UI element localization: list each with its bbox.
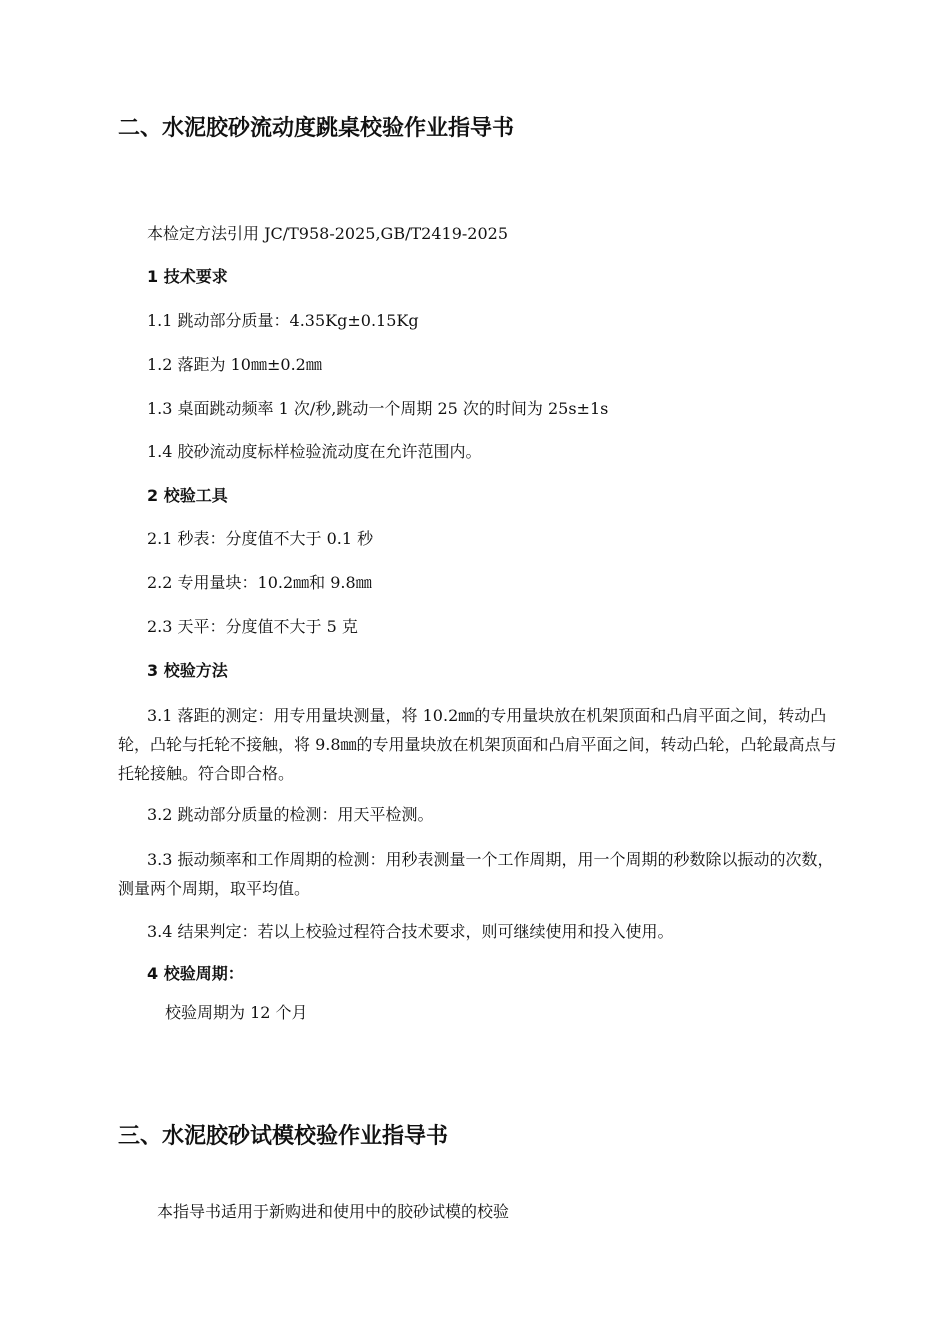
method-item-3-3: 3.3 振动频率和工作周期的检测：用秒表测量一个工作周期，用一个周期的秒数除以振动的次数，测量两个周期，取平均值。: [118, 850, 834, 898]
tech-item-1-1: 1.1 跳动部分质量：4.35Kg±0.15Kg: [147, 311, 419, 330]
tech-requirements-heading: 1 技术要求: [147, 267, 228, 286]
tools-item-2-3: 2.3 天平：分度值不大于 5 克: [147, 617, 358, 636]
tools-item-2-2: 2.2 专用量块：10.2㎜和 9.8㎜: [147, 573, 372, 592]
method-item-3-4: 3.4 结果判定：若以上校验过程符合技术要求，则可继续使用和投入使用。: [147, 922, 674, 941]
method-heading: 3 校验方法: [147, 661, 228, 680]
tools-item-2-1: 2.1 秒表：分度值不大于 0.1 秒: [147, 529, 374, 548]
section-2-title: 二、水泥胶砂流动度跳桌校验作业指导书: [118, 116, 515, 141]
period-heading: 4 校验周期：: [147, 964, 244, 983]
period-text: 校验周期为 12 个月: [165, 1003, 308, 1022]
tools-heading: 2 校验工具: [147, 486, 228, 505]
section-3-title: 三、水泥胶砂试模校验作业指导书: [118, 1124, 449, 1149]
method-item-3-1: 3.1 落距的测定：用专用量块测量，将 10.2㎜的专用量块放在机架顶面和凸肩平面之间，转动凸轮，凸轮与托轮不接触，将 9.8㎜的专用量块放在机架顶面和凸肩平面之间，转动凸轮，凸轮最高点与托轮接触。符合即合格。: [118, 706, 837, 783]
method-item-3-2: 3.2 跳动部分质量的检测：用天平检测。: [147, 805, 434, 824]
reference-standards: 本检定方法引用 JC/T958-2025,GB/T2419-2025: [147, 224, 509, 243]
tech-item-1-3: 1.3 桌面跳动频率 1 次/秒,跳动一个周期 25 次的时间为 25s±1s: [147, 399, 609, 418]
tech-item-1-2: 1.2 落距为 10㎜±0.2㎜: [147, 355, 322, 374]
tech-item-1-4: 1.4 胶砂流动度标样检验流动度在允许范围内。: [147, 442, 482, 461]
section-3-intro: 本指导书适用于新购进和使用中的胶砂试模的校验: [157, 1202, 510, 1221]
